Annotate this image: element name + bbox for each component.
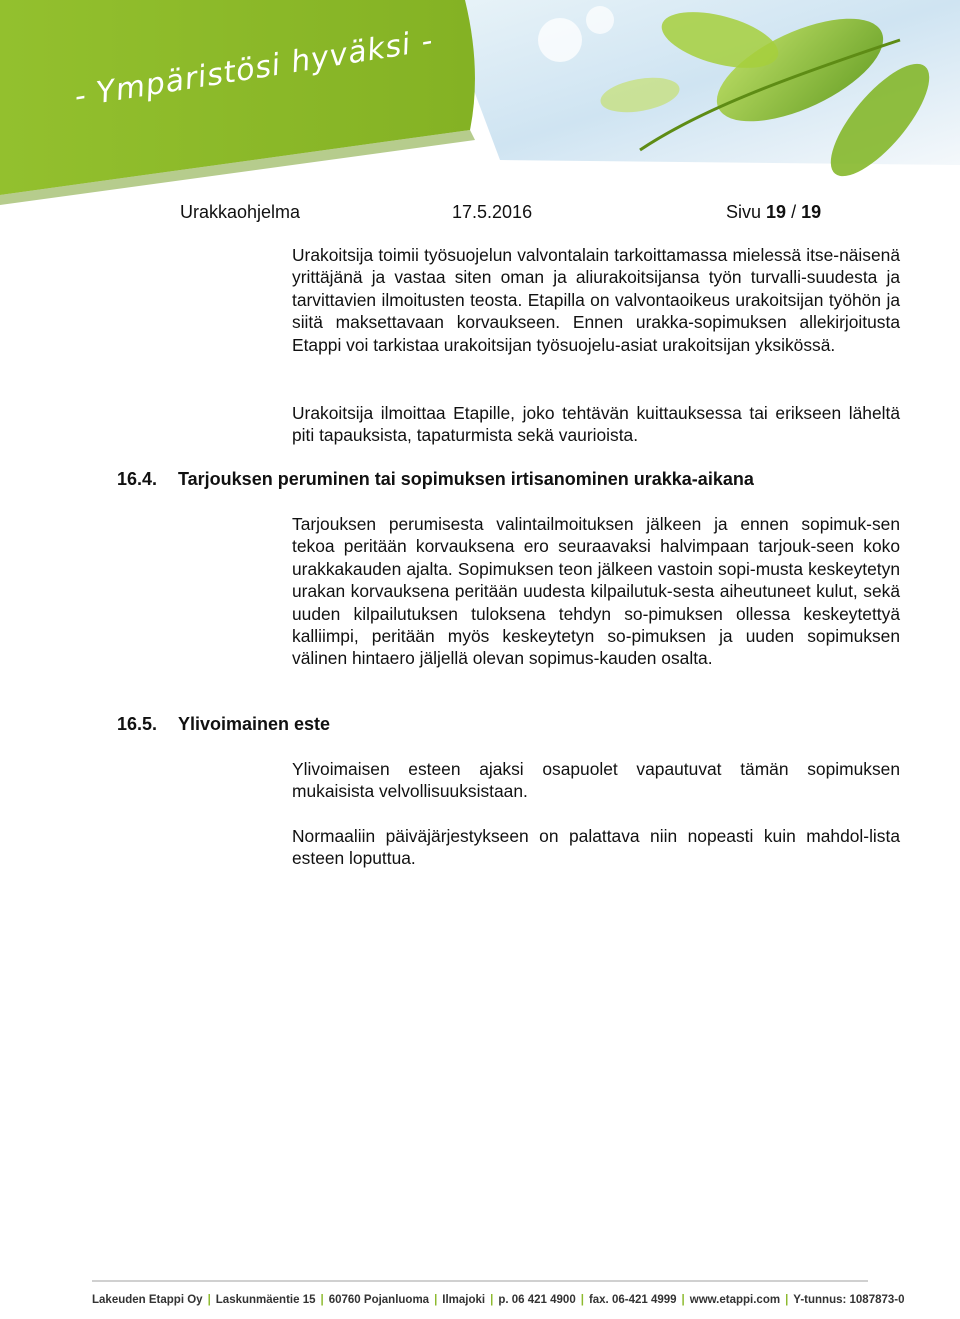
section-number: 16.5. (117, 714, 158, 734)
footer-divider (92, 1280, 868, 1282)
footer-web[interactable]: www.etappi.com (689, 1294, 781, 1306)
paragraph-safety: Urakoitsija toimii työsuojelun valvontalain tarkoittamassa mielessä itse-näisenä yrittäjänä ja vastaa siten oman ja aliurakoitsijansa työn turvalli-suudesta ja tarvittavien ilmoitusten teosta. Etapilla on valvontaoikeus urakoitsijan työhön ja siitä maksettavaan korvaukseen. Ennen urakka-sopimuksen allekirjoitusta Etappi voi tarkistaa urakoitsijan työsuojelu-asiat urakoitsijan yksikössä. (292, 245, 900, 355)
page-current: 19 (766, 202, 787, 222)
section-title: Ylivoimainen este (178, 714, 331, 734)
header-banner (0, 0, 960, 205)
paragraph-cancellation: Tarjouksen perumisesta valintailmoituksen jälkeen ja ennen sopimuk-sen tekoa peritään korvauksena ero seuraavaksi halvimpaan tarjouk-seen koko urakkakauden ajalta. Sopimuksen teon jälkeen vastoin sopi-musta keskeytetyn urakan korvauksena peritään uudesta kilpailutuk-sesta aiheutuneet kulut, sekä uuden kilpailutuksen tuloksena tehdyn so-pimuksen ollessa keskeytettyä kalliimpi, peritään myös keskeytetyn so-pimuksen ja uuden sopimuksen välinen hintaero jäljellä olevan sopimus-kauden osalta. (292, 514, 900, 669)
page-prefix: Sivu (726, 202, 762, 222)
paragraph-resume: Normaaliin päiväjärjestykseen on palattava niin nopeasti kuin mahdol-lista esteen loputtua. (292, 826, 900, 869)
footer-contact: Lakeuden Etappi Oy | Laskunmäentie 15 | 60760 Pojanluoma | Ilmajoki | p. 06 421 4900 | fax. 06-421 4999 | www.etappi.com | Y-tunnus: 1087873-0 (92, 1294, 905, 1306)
footer-town: Ilmajoki (442, 1294, 486, 1306)
page-total: 19 (801, 202, 822, 222)
tagline: - Ympäristösi hyväksi - (72, 23, 436, 115)
footer-phone: p. 06 421 4900 (498, 1294, 576, 1306)
paragraph-incidents: Urakoitsija ilmoittaa Etapille, joko tehtävän kuittauksessa tai erikseen läheltä piti tapauksista, tapaturmista sekä vaurioista. (292, 403, 900, 446)
section-heading-16-5 (117, 714, 330, 735)
document-title: Urakkaohjelma (180, 202, 301, 222)
document-date: 17.5.2016 (452, 202, 533, 222)
section-heading-16-4 (117, 469, 754, 490)
footer-fax: fax. 06-421 4999 (588, 1294, 677, 1306)
section-number: 16.4. (117, 469, 158, 489)
section-title: Tarjouksen peruminen tai sopimuksen irtisanominen urakka-aikana (178, 469, 754, 489)
footer-company: Lakeuden Etappi Oy (92, 1294, 203, 1306)
page-number (726, 202, 821, 223)
footer-ytunnus: Y-tunnus: 1087873-0 (793, 1294, 905, 1306)
footer-city: 60760 Pojanluoma (328, 1294, 430, 1306)
footer-address: Laskunmäentie 15 (215, 1294, 316, 1306)
paragraph-force-majeure: Ylivoimaisen esteen ajaksi osapuolet vapautuvat tämän sopimuksen mukaisista velvollisuuksistaan. (292, 759, 900, 802)
page-separator: / (791, 202, 797, 222)
